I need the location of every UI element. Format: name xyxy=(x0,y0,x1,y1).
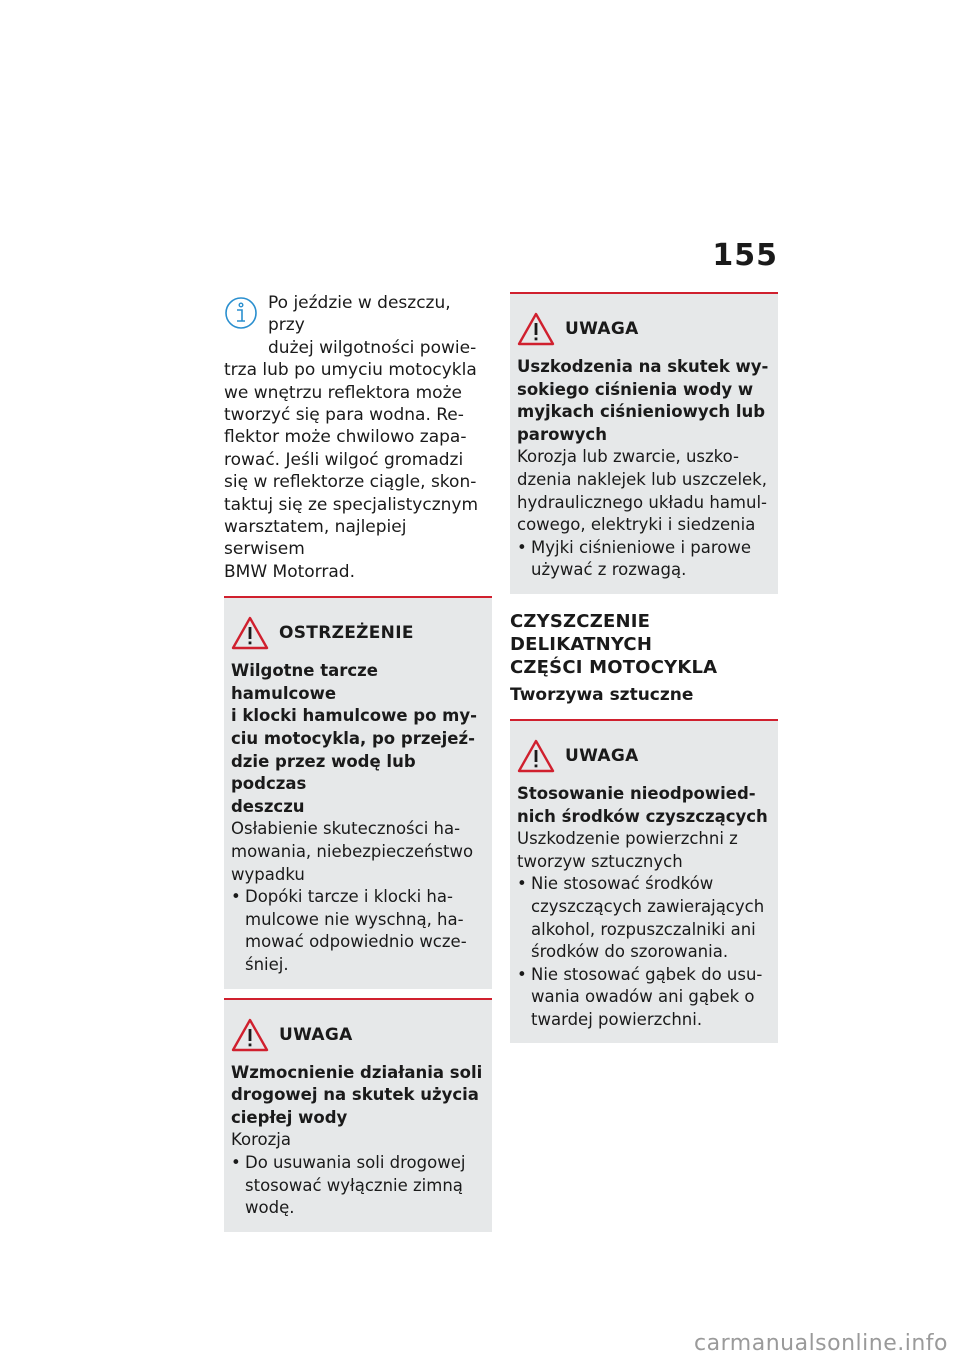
bullet-item xyxy=(517,873,772,963)
bullet-text xyxy=(245,886,486,976)
bullet-dot: • xyxy=(517,964,527,984)
warning-subtitle-line: Uszkodzenia na skutek wy- xyxy=(517,357,769,376)
bullet-line: Nie stosować środków xyxy=(531,874,714,894)
section-heading xyxy=(510,610,778,679)
bullet-line: używać z rozwagą. xyxy=(531,560,687,580)
bullet-line: mulcowe nie wyschną, ha- xyxy=(245,909,464,929)
bullet-line: stosować wyłącznie zimną xyxy=(245,1175,463,1195)
warning-text-line: tworzyw sztucznych xyxy=(517,851,683,871)
info-line: flektor może chwilowo zapa- xyxy=(224,427,467,448)
bullet-line: Do usuwania soli drogowej xyxy=(245,1152,466,1172)
warning-subtitle-line: drogowej na skutek użycia xyxy=(231,1085,479,1105)
warning-text-line: Korozja lub zwarcie, uszko- xyxy=(517,447,739,467)
warning-subtitle-line: ciepłej wody xyxy=(231,1107,348,1127)
section-heading-line: CZYSZCZENIE DELIKATNYCH xyxy=(510,610,653,655)
bullet-line: twardej powierzchni. xyxy=(531,1009,703,1029)
warning-header xyxy=(517,739,772,773)
warning-subtitle-line: Wzmocnienie działania soli xyxy=(231,1062,483,1082)
info-line: dużej wilgotności powie- xyxy=(268,337,477,358)
bullet-line: alkohol, rozpuszczalniki ani xyxy=(531,919,756,939)
bullet-line: środków do szorowania. xyxy=(531,942,729,962)
warning-subtitle-line: parowych xyxy=(517,424,607,444)
warning-text-line: wypadku xyxy=(231,864,305,884)
bullet-line: Nie stosować gąbek do usu- xyxy=(531,964,763,984)
info-line: rować. Jeśli wilgoć gromadzi xyxy=(224,449,464,470)
info-line: się w reflektorze ciągle, skon- xyxy=(224,472,477,493)
bullet-dot: • xyxy=(231,887,241,907)
right-column xyxy=(510,292,778,1043)
warning-triangle-icon xyxy=(517,739,555,773)
subheading: Tworzywa sztuczne xyxy=(510,684,694,705)
info-line: warsztatem, najlepiej serwisem xyxy=(224,517,407,560)
bullet-dot: • xyxy=(517,537,527,557)
info-line: BMW Motorrad. xyxy=(224,561,355,582)
warning-title: UWAGA xyxy=(565,745,639,766)
warning-text-line: mowania, niebezpieczeństwo xyxy=(231,842,474,862)
warning-text-line: cowego, elektryki i siedzenia xyxy=(517,515,756,535)
warning-subtitle-line: Wilgotne tarcze hamulcowe xyxy=(231,661,378,703)
info-note xyxy=(224,292,492,583)
info-line: Po jeździe w deszczu, przy xyxy=(268,293,451,336)
warning-text-line: dzenia naklejek lub uszczelek, xyxy=(517,469,767,489)
watermark: carmanualsonline.info xyxy=(694,1331,948,1356)
warning-text-line: Uszkodzenie powierzchni z xyxy=(517,829,738,849)
warning-text-line: Korozja xyxy=(231,1130,291,1150)
bullet-line: wania owadów ani gąbek o xyxy=(531,987,755,1007)
bullet-line: czyszczących zawierających xyxy=(531,896,765,916)
bullet-text xyxy=(531,964,772,1032)
caution-box xyxy=(224,998,492,1232)
bullet-item xyxy=(231,1152,486,1220)
bullet-text xyxy=(531,873,772,963)
warning-subtitle-line: deszczu xyxy=(231,796,305,816)
warning-subtitle-line: ciu motocykla, po przejeź- xyxy=(231,729,475,749)
page-number: 155 xyxy=(712,238,778,273)
warning-subtitle-line: sokiego ciśnienia wody w xyxy=(517,379,754,399)
bullet-line: wodę. xyxy=(245,1198,295,1218)
warning-subtitle-line: dzie przez wodę lub podczas xyxy=(231,751,416,794)
warning-text-line: Osłabienie skuteczności ha- xyxy=(231,819,461,839)
info-line: tworzyć się para wodna. Re- xyxy=(224,405,464,426)
warning-subtitle-line: nich środków czyszczących xyxy=(517,806,768,826)
warning-title: UWAGA xyxy=(279,1024,353,1045)
info-line: we wnętrzu reflektora może xyxy=(224,382,462,403)
warning-header xyxy=(517,312,772,346)
bullet-line: Myjki ciśnieniowe i parowe xyxy=(531,537,752,557)
bullet-text xyxy=(245,1152,486,1220)
warning-title: OSTRZEŻENIE xyxy=(279,623,414,644)
warning-triangle-icon xyxy=(517,312,555,346)
warning-triangle-icon xyxy=(231,616,269,650)
warning-title: UWAGA xyxy=(565,319,639,339)
warning-header xyxy=(231,616,486,650)
warning-subtitle-line: Stosowanie nieodpowied- xyxy=(517,783,756,803)
info-icon xyxy=(224,296,258,330)
bullet-line: Dopóki tarcze i klocki ha- xyxy=(245,887,453,907)
bullet-dot: • xyxy=(231,1152,241,1172)
bullet-item xyxy=(517,964,772,1032)
section-heading-line: CZĘŚCI MOTOCYKLA xyxy=(510,656,718,678)
bullet-line: śniej. xyxy=(245,955,289,974)
bullet-text xyxy=(531,537,772,582)
caution-box xyxy=(510,719,778,1044)
caution-box xyxy=(510,292,778,594)
warning-text-line: hydraulicznego układu hamul- xyxy=(517,492,767,512)
warning-box xyxy=(224,596,492,988)
bullet-line: mować odpowiednio wcze- xyxy=(245,932,467,952)
left-column xyxy=(224,292,492,1232)
bullet-item xyxy=(517,537,772,582)
warning-subtitle-line: myjkach ciśnieniowych lub xyxy=(517,402,766,422)
warning-subtitle-line: i klocki hamulcowe po my- xyxy=(231,706,477,726)
info-line: taktuj się ze specjalistycznym xyxy=(224,494,479,515)
warning-header xyxy=(231,1018,486,1052)
bullet-dot: • xyxy=(517,874,527,894)
warning-triangle-icon xyxy=(231,1018,269,1052)
bullet-item xyxy=(231,886,486,976)
info-line: trza lub po umyciu motocykla xyxy=(224,360,477,381)
